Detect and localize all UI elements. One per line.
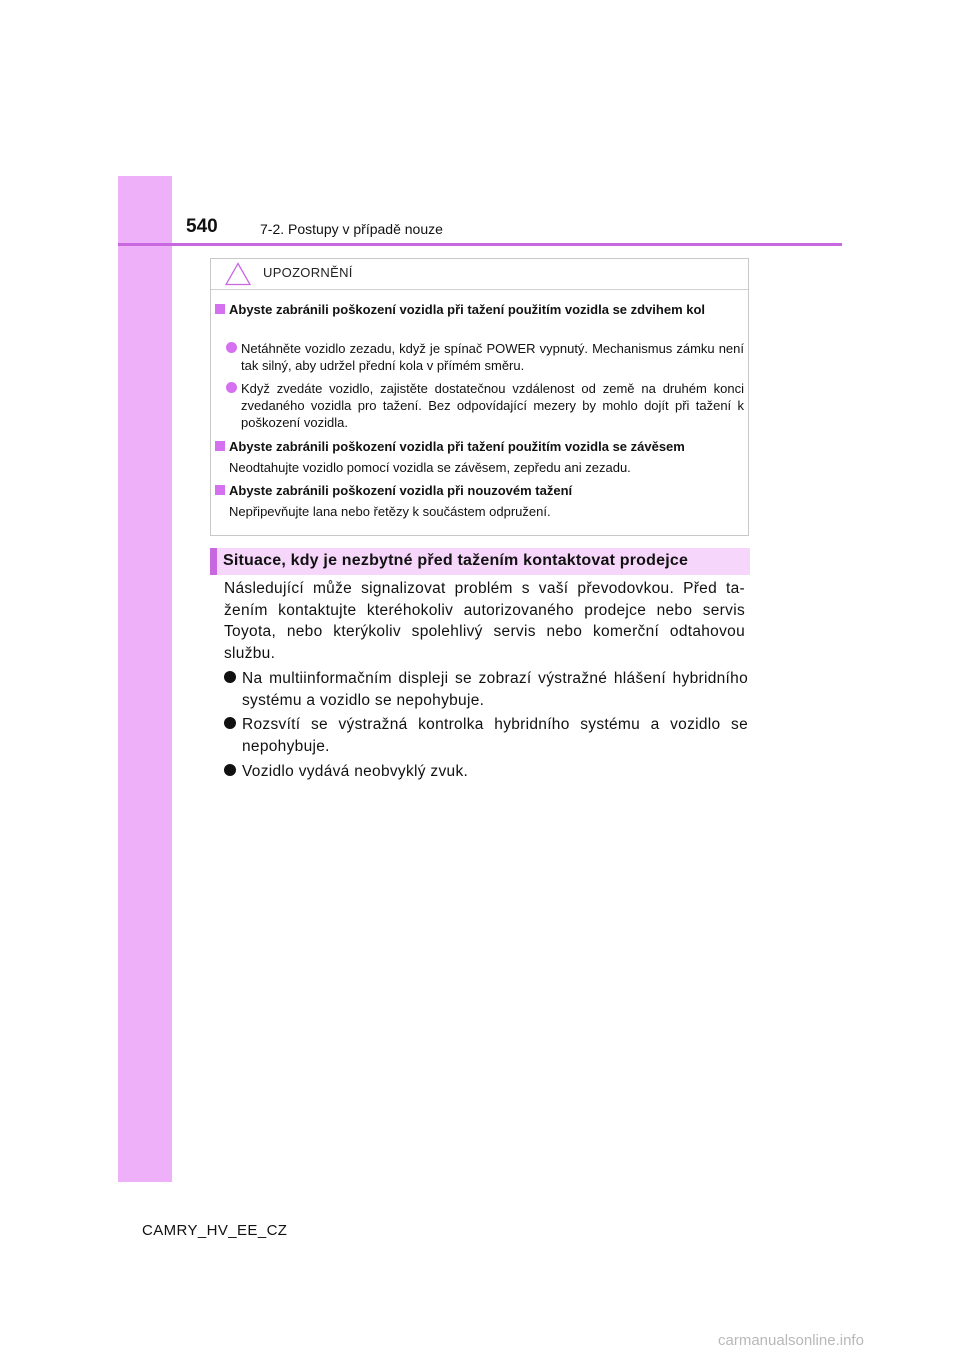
page-number: 540 — [186, 216, 218, 237]
list-item: Rozsvítí se výstražná kontrolka hybridního systému a vozidlo se nepohybuje. — [242, 714, 748, 757]
warning-text: Nepřipevňujte lana nebo řetězy k součástem odpružení. — [229, 504, 551, 519]
list-item: Na multiinformačním displeji se zobrazí výstražné hlášení hybridního systému a vozidlo se nepohybuje. — [242, 668, 748, 711]
warning-bullet: Netáhněte vozidlo zezadu, když je spínač POWER vypnutý. Mechanismus zámku není tak silný, aby udržel přední kola v přímém směru. — [241, 340, 744, 374]
warning-box — [210, 258, 749, 536]
warning-bullet: Když zvedáte vozidlo, zajistěte dostatečnou vzdálenost od země na druhém konci zvedaného vozidla pro tažení. Bez odpovídající mezery by mohlo dojít při tažení k poškození vozidla. — [241, 380, 744, 431]
chapter-side-tab — [118, 176, 172, 1182]
list-item: Vozidlo vydává neobvyklý zvuk. — [242, 761, 748, 783]
square-bullet-icon — [215, 485, 225, 495]
warning-heading: Abyste zabránili poškození vozidla při tažení použitím vozidla se zdvihem kol — [229, 301, 744, 318]
round-bullet-icon — [226, 342, 237, 353]
warning-text: Neodtahujte vozidlo pomocí vozidla se závěsem, zepředu ani zezadu. — [229, 460, 631, 475]
warning-triangle-icon — [225, 262, 251, 286]
square-bullet-icon — [215, 441, 225, 451]
document-code: CAMRY_HV_EE_CZ — [142, 1222, 288, 1239]
square-bullet-icon — [215, 304, 225, 314]
warning-divider — [211, 289, 748, 290]
warning-header — [225, 259, 525, 289]
warning-heading: Abyste zabránili poškození vozidla při nouzovém tažení — [229, 482, 744, 499]
site-watermark: carmanualsonline.info — [718, 1332, 864, 1349]
warning-heading: Abyste zabránili poškození vozidla při tažení použitím vozidla se závěsem — [229, 438, 744, 455]
bullet-dot-icon — [224, 671, 236, 683]
round-bullet-icon — [226, 382, 237, 393]
subsection-heading — [210, 548, 750, 575]
header-rule — [118, 243, 842, 246]
subsection-title: Situace, kdy je nezbytné před tažením kontaktovat prodejce — [223, 552, 689, 569]
warning-title: UPOZORNĚNÍ — [263, 265, 353, 280]
bullet-dot-icon — [224, 764, 236, 776]
subsection-heading-bar — [210, 548, 217, 575]
bullet-dot-icon — [224, 717, 236, 729]
subsection-paragraph: Následující může signalizovat problém s vaší převodovkou. Před ta-žením kontaktujte kteréhokoliv autorizovaného prodejce nebo servis Toyota, nebo kterýkoliv spolehlivý servis nebo komerční odtahovou službu. — [224, 580, 745, 662]
section-title: 7-2. Postupy v případě nouze — [260, 221, 443, 237]
